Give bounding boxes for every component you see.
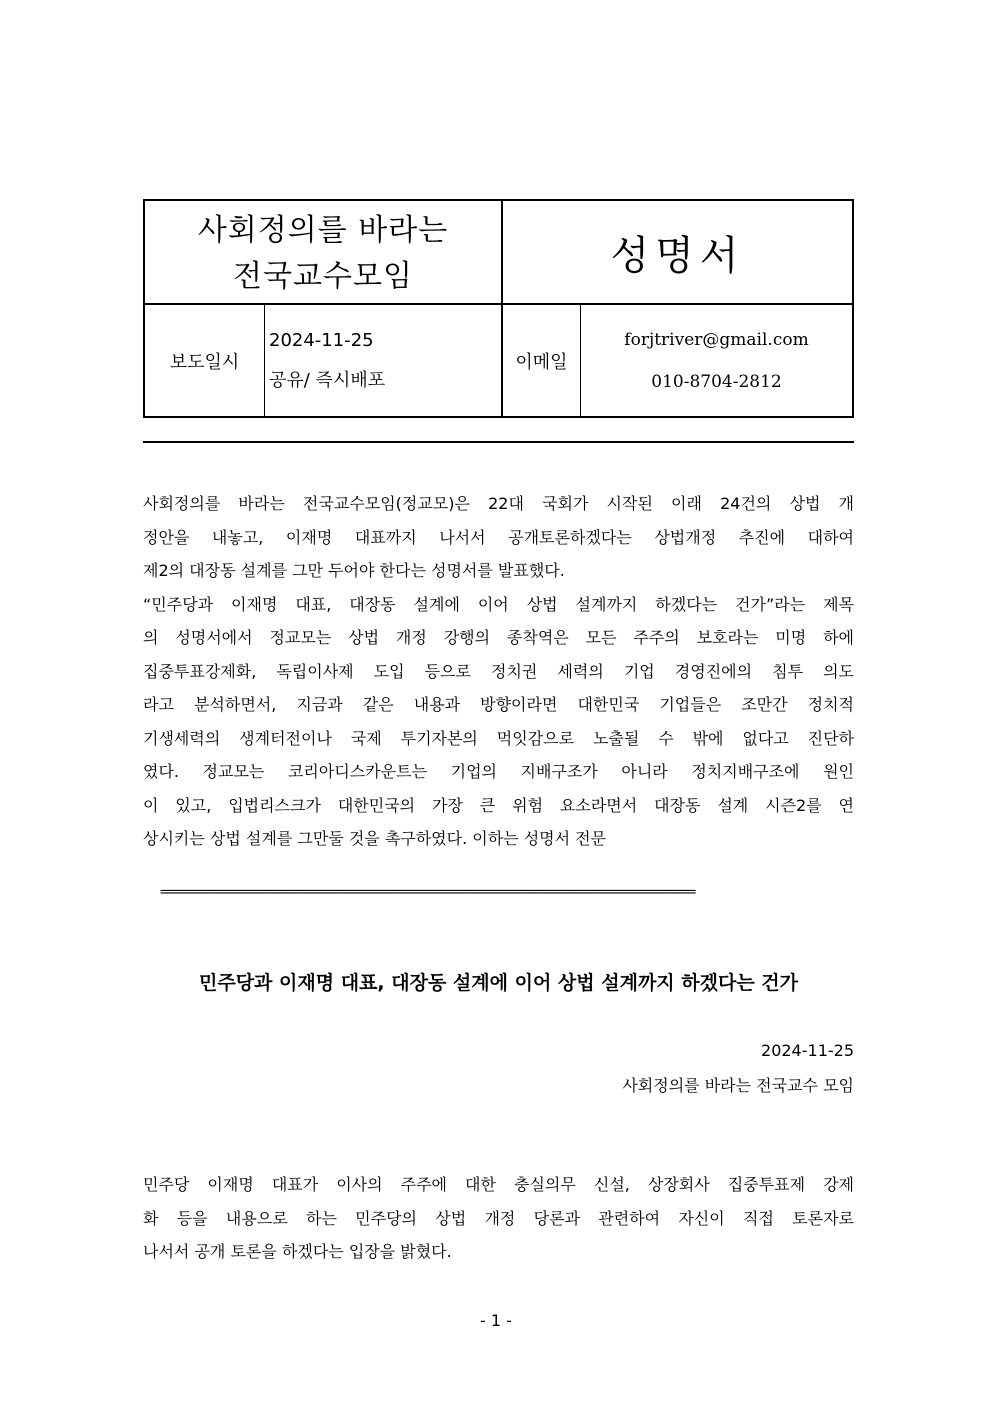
body-line: 민주당 이재명 대표가 이사의 주주에 대한 충실의무 신설, 상장회사 집중투표제 강제 [143, 1175, 854, 1194]
email-address[interactable]: forjtriver@gmail.com [624, 329, 809, 350]
release-info [265, 305, 503, 416]
header-table [143, 199, 854, 418]
statement-title: 민주당과 이재명 대표, 대장동 설계에 이어 상법 설계까지 하겠다는 건가 [198, 972, 799, 994]
statement-signer: 사회정의를 바라는 전국교수 모임 [622, 1076, 854, 1095]
document-title: 성명서 [503, 201, 852, 305]
intro-line: 였다. 정교모는 코리아디스카운트는 기업의 지배구조가 아니라 정치지배구조에 원인 [143, 762, 854, 781]
intro-line: 사회정의를 바라는 전국교수모임(정교모)은 22대 국회가 시작된 이래 24건의 상법 개 [143, 494, 854, 513]
section-separator: ================================================================================ [160, 884, 695, 900]
intro-line: 기생세력의 생계터전이나 국제 투기자본의 먹잇감으로 노출될 수 밖에 없다고 진단하 [143, 728, 854, 748]
intro-line: 정안을 내놓고, 이재명 대표까지 나서서 공개토론하겠다는 상법개정 추진에 대하여 [143, 527, 854, 547]
intro-line: 상시키는 상법 설계를 그만둘 것을 촉구하였다. 이하는 성명서 전문 [143, 829, 607, 848]
intro-line: 제2의 대장동 설계를 그만 두어야 한다는 성명서를 발표했다. [143, 561, 565, 580]
intro-paragraph [143, 487, 854, 856]
intro-line: 의 성명서에서 정교모는 상법 개정 강행의 종착역은 모든 주주의 보호라는 미명 하에 [143, 628, 854, 647]
intro-line: “민주당과 이재명 대표, 대장동 설계에 이어 상법 설계까지 하겠다는 건가”라는 제목 [143, 594, 854, 614]
release-note: 공유/ 즉시배포 [269, 369, 386, 391]
organization-name-line-1: 사회정의를 바라는 [197, 213, 449, 248]
email-label: 이메일 [503, 305, 581, 416]
page-number: - 1 - [480, 1311, 512, 1330]
statement-date: 2024-11-25 [761, 1041, 854, 1060]
statement-body-paragraph [143, 1168, 854, 1269]
organization-name-line-2: 전국교수모임 [233, 259, 413, 294]
intro-line: 라고 분석하면서, 지금과 같은 내용과 방향이라면 대한민국 기업들은 조만간 정치적 [143, 695, 854, 714]
release-date-label: 보도일시 [145, 305, 265, 416]
body-line: 화 등을 내용으로 하는 민주당의 상법 개정 당론과 관련하여 자신이 직접 토론자로 [143, 1208, 854, 1228]
intro-line: 집중투표강제화, 독립이사제 도입 등으로 정치권 세력의 기업 경영진에의 침투 의도 [143, 661, 854, 681]
phone-number: 010-8704-2812 [651, 371, 782, 392]
intro-line: 이 있고, 입법리스크가 대한민국의 가장 큰 위험 요소라면서 대장동 설계 시즌2를 연 [143, 795, 854, 815]
organization-name [145, 201, 503, 305]
body-line: 나서서 공개 토론을 하겠다는 입장을 밝혔다. [143, 1242, 452, 1261]
header-divider [143, 441, 854, 443]
release-date-value: 2024-11-25 [269, 329, 374, 351]
contact-info [581, 305, 852, 416]
